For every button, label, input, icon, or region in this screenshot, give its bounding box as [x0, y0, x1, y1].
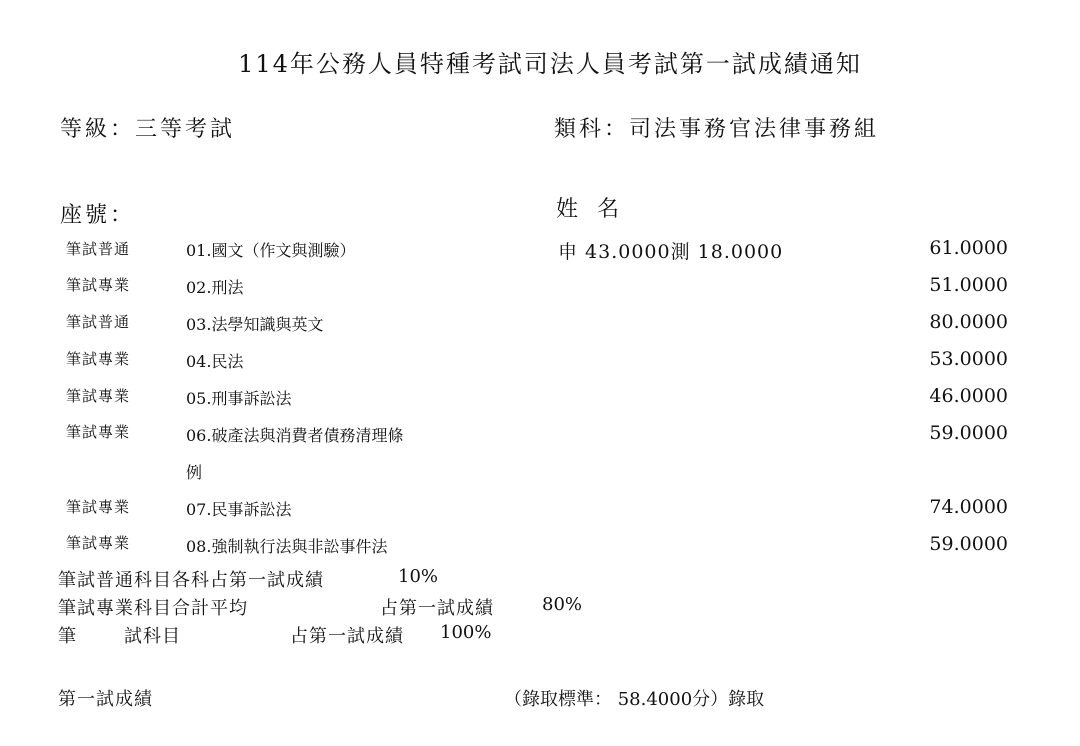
summary-general-pct: 10%: [398, 566, 439, 587]
admission-standard: （錄取標準： 58.4000分）錄取: [504, 689, 765, 710]
subject-score: 80.0000: [929, 311, 1008, 333]
subject-score: 46.0000: [929, 385, 1008, 407]
subject-type: 筆試專業: [66, 423, 131, 441]
subject-name: 05.刑事訴訟法: [186, 389, 292, 408]
subject-name-continuation: 例: [186, 463, 203, 482]
summary-professional-label: 筆試專業科目合計平均: [58, 598, 248, 619]
name-label: 姓 名: [556, 197, 625, 222]
category-label: 類科：: [554, 117, 630, 142]
subject-score: 51.0000: [929, 274, 1008, 296]
subject-type: 筆試專業: [66, 350, 131, 368]
summary-general-label: 筆試普通科目各科占第一試成績: [58, 570, 324, 591]
subject-detail: 申 43.0000測 18.0000: [558, 241, 784, 263]
subject-score: 61.0000: [929, 237, 1008, 259]
seat-label: 座號：: [60, 203, 136, 228]
subject-score: 59.0000: [929, 422, 1008, 444]
level-value: 三等考試: [135, 117, 236, 142]
subject-type: 筆試專業: [66, 276, 131, 294]
subject-score: 59.0000: [929, 533, 1008, 555]
subject-name: 02.刑法: [186, 278, 244, 297]
summary-total-label-a: 筆: [58, 626, 76, 647]
subject-name: 03.法學知識與英文: [186, 315, 324, 334]
summary-total-pct: 100%: [440, 622, 492, 643]
subject-type: 筆試普通: [66, 313, 131, 331]
subject-type: 筆試專業: [66, 387, 131, 405]
category-value: 司法事務官法律事務組: [629, 117, 880, 142]
subject-score: 53.0000: [929, 348, 1008, 370]
summary-total-label-b: 試科目: [124, 626, 181, 647]
subject-name: 07.民事訴訟法: [186, 500, 292, 519]
subject-name: 06.破產法與消費者債務清理條: [186, 426, 404, 445]
subject-type: 筆試專業: [66, 498, 131, 516]
subject-score: 74.0000: [929, 496, 1008, 518]
level-row: [60, 112, 235, 143]
level-label: 等級：: [60, 117, 136, 142]
subject-type: 筆試普通: [66, 240, 131, 258]
first-test-score-label: 第一試成績: [58, 689, 153, 710]
summary-total-mid: 占第一試成績: [290, 626, 404, 647]
subject-type: 筆試專業: [66, 534, 131, 552]
subject-name: 04.民法: [186, 352, 244, 371]
subject-name: 01.國文（作文與測驗）: [186, 241, 356, 260]
summary-professional-pct: 80%: [542, 594, 583, 615]
summary-professional-mid: 占第一試成績: [380, 598, 494, 619]
subject-name: 08.強制執行法與非訟事件法: [186, 537, 388, 556]
category-row: [554, 112, 879, 143]
page-title: 114年公務人員特種考試司法人員考試第一試成績通知: [238, 50, 862, 78]
